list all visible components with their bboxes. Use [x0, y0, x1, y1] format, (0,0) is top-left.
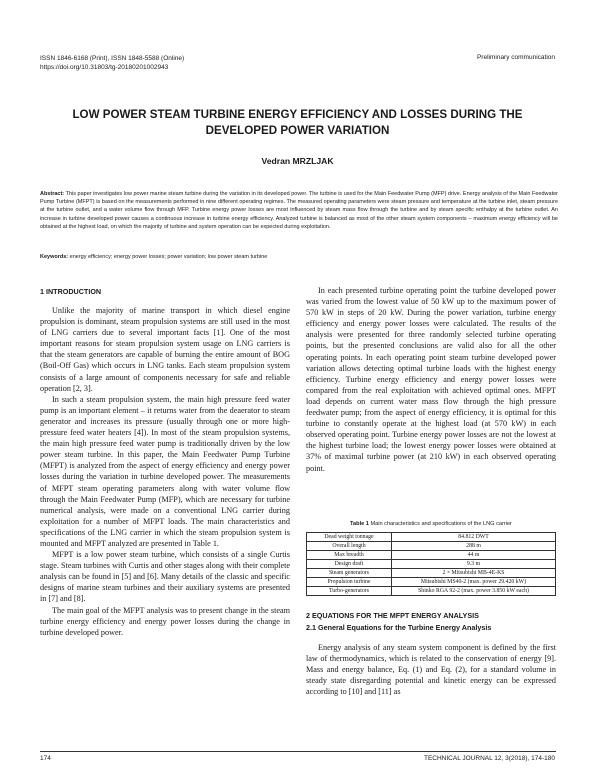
- table-1: [306, 532, 556, 596]
- paragraph: In each presented turbine operating point the turbine developed power was varied from the lowest value of 50 kW up to the maximum power of 570 kW in steps of 20 kW. During the power variation, turbine energy efficiency and energy power losses were calculated. The results of the analysis were presented for three randomly selected turbine operating points, but the presented conclusions are valid also for all the other operating points. In each operating point steam turbine developed power variation allows detecting optimal turbine loads with the highest energy efficiency. Turbine energy efficiency and energy power losses were compared from the real exploitation with achieved optimal ones. MFPT load depends on current water mass flow through the high pressure feedwater pump; from the aspect of energy efficiency, it is optimal for this turbine to constantly operate at the highest load (at 570 kW) in each observed operating point. Turbine energy power losses are not the lowest at the highest turbine load; the lowest energy power losses were obtained at 37% of maximal turbine power (at 210 kW) in each observed operating point.: [306, 286, 556, 473]
- section-1-heading: 1 INTRODUCTION: [40, 287, 102, 296]
- table-row: [307, 551, 556, 560]
- table-row: [307, 560, 556, 569]
- table-cell: Mitsubishi MS40-2 (max. power 29.420 kW): [392, 578, 556, 587]
- journal-issn-block: [40, 54, 184, 72]
- abstract-label: Abstract:: [40, 191, 65, 197]
- table-cell: Design draft: [307, 560, 392, 569]
- paragraph: Energy analysis of any steam system component is defined by the first law of thermodynamics, which is related to the conservation of energy [9]. Mass and energy balance, Eq. (1) and Eq. (2), for a standard volume in steady state disregarding potential and kinetic energy can be expressed according to [10] and [11] as: [306, 643, 556, 697]
- table-cell: 2 × Mitsubishi MB-4E-KS: [392, 569, 556, 578]
- keywords-label: Keywords:: [40, 254, 69, 260]
- paragraph: The main goal of the MFPT analysis was to present change in the steam turbine energy efficiency and energy power losses during the change in turbine developed power.: [40, 605, 290, 637]
- paragraph: Unlike the majority of marine transport in which diesel engine propulsion is dominant, steam propulsion systems are still used in the most of LNG carriers due to several important facts [1]. One of the most important reasons for steam propulsion system usage on LNG carriers is that the steam generators are capable of burning the entire amount of BOG (Boil-Off Gas) which occurs in LNG tanks. Each steam propulsion system consists of a large amount of components necessary for safe and reliable operation [2, 3].: [40, 306, 290, 393]
- table-cell: Turbo-generators: [307, 587, 392, 596]
- column-left: [40, 305, 290, 638]
- table-caption-text: Main characteristics and specifications of the LNG carrier: [370, 521, 512, 527]
- table-cell: Overall length: [307, 542, 392, 551]
- table-row: [307, 542, 556, 551]
- title-line-1: LOW POWER STEAM TURBINE ENERGY EFFICIENCY AND LOSSES DURING THE: [72, 108, 523, 121]
- paragraph: MFPT is a low power steam turbine, which consists of a single Curtis stage. Steam turbines with Curtis and other stages along with their complete analysis can be found in [5] and [6]. Many details of the classic and specific designs of marine steam turbines and their auxiliary systems are presented in [7] and [8].: [40, 550, 290, 604]
- table-cell: Shinko RGA 92-2 (max. power 3.850 kW each): [392, 587, 556, 596]
- section-2-paragraph: [306, 642, 556, 697]
- table-row: [307, 569, 556, 578]
- table-cell: 44 m: [392, 551, 556, 560]
- table-cell: Max breadth: [307, 551, 392, 560]
- table-row: [307, 587, 556, 596]
- doi-link[interactable]: https://doi.org/10.31803/tg-20180201002943: [40, 64, 169, 71]
- journal-citation: TECHNICAL JOURNAL 12, 3(2018), 174-180: [423, 755, 555, 762]
- table-caption-label: Table 1: [350, 521, 369, 527]
- table-row: [307, 533, 556, 542]
- table-caption: [306, 521, 556, 527]
- column-right: [306, 285, 556, 474]
- section-2-1-heading: 2.1 General Equations for the Turbine Energy Analysis: [306, 623, 492, 632]
- page-number: 174: [40, 755, 51, 762]
- table-cell: 9.3 m: [392, 560, 556, 569]
- table-cell: 288 m: [392, 542, 556, 551]
- title-line-2: DEVELOPED POWER VARIATION: [205, 124, 390, 137]
- table-cell: Dead weight tonnage: [307, 533, 392, 542]
- keywords: [40, 254, 558, 260]
- issn: ISSN 1846-6168 (Print), ISSN 1848-5588 (Online): [40, 55, 185, 62]
- table-cell: 84.812 DWT: [392, 533, 556, 542]
- abstract-text: This paper investigates low power marine steam turbine during the variation in its developed power. The turbine is used for the Main Feedwater Pump (MFP) drive. Energy analysis of the Main Feedwater Pump Turbine (MFPT) is based on the measurements performed in nine different operating regimes. The measured operating parameters were steam pressure and temperature at the turbine inlet, steam pressure at the turbine outlet, and a water volume flow through MFP. Turbine energy power losses are most influenced by steam mass flow through the turbine and by steam specific enthalpy at the turbine outlet. An increase in turbine developed power causes a continuous increase in turbine energy efficiency. Analyzed turbine is balanced as most of the other steam system components – maximum energy efficiency will be obtained at the highest load, on which the majority of turbine and system operation can be expected during exploitation.: [40, 191, 558, 230]
- footer-rule: [40, 751, 556, 752]
- paragraph: In such a steam propulsion system, the main high pressure feed water pump is an important element – it returns water from the deaerator to steam generator and increases its pressure (usually through one or more high-pressure feed water heaters [4]). In most of the steam propulsion systems, the main high pressure feed water pump is traditionally driven by the low power steam turbine. In this paper, the Main Feedwater Pump Turbine (MFPT) is analyzed from the aspect of energy efficiency and energy power losses during the variation in turbine developed power. The measurements of MFPT steam operating parameters along with water volume flow through the Main Feedwater Pump (MFP), which are necessary for turbine numerical analysis, were made on a conventional LNG carrier during exploitation for a number of MFPT loads. The main characteristics and specifications of the LNG carrier in which the steam propulsion system is mounted and MFPT analyzed are presented in Table 1.: [40, 394, 290, 548]
- paper-title: [40, 107, 555, 139]
- keywords-text: energy efficiency; energy power losses; power variation; low power steam turbine: [69, 254, 268, 260]
- table-row: [307, 578, 556, 587]
- table-cell: Propulsion turbine: [307, 578, 392, 587]
- abstract: [40, 190, 558, 231]
- section-2-heading: 2 EQUATIONS FOR THE MFPT ENERGY ANALYSIS: [306, 611, 479, 620]
- author-name: Vedran MRZLJAK: [261, 156, 334, 166]
- article-type: Preliminary communication: [476, 54, 555, 61]
- table-cell: Steam generators: [307, 569, 392, 578]
